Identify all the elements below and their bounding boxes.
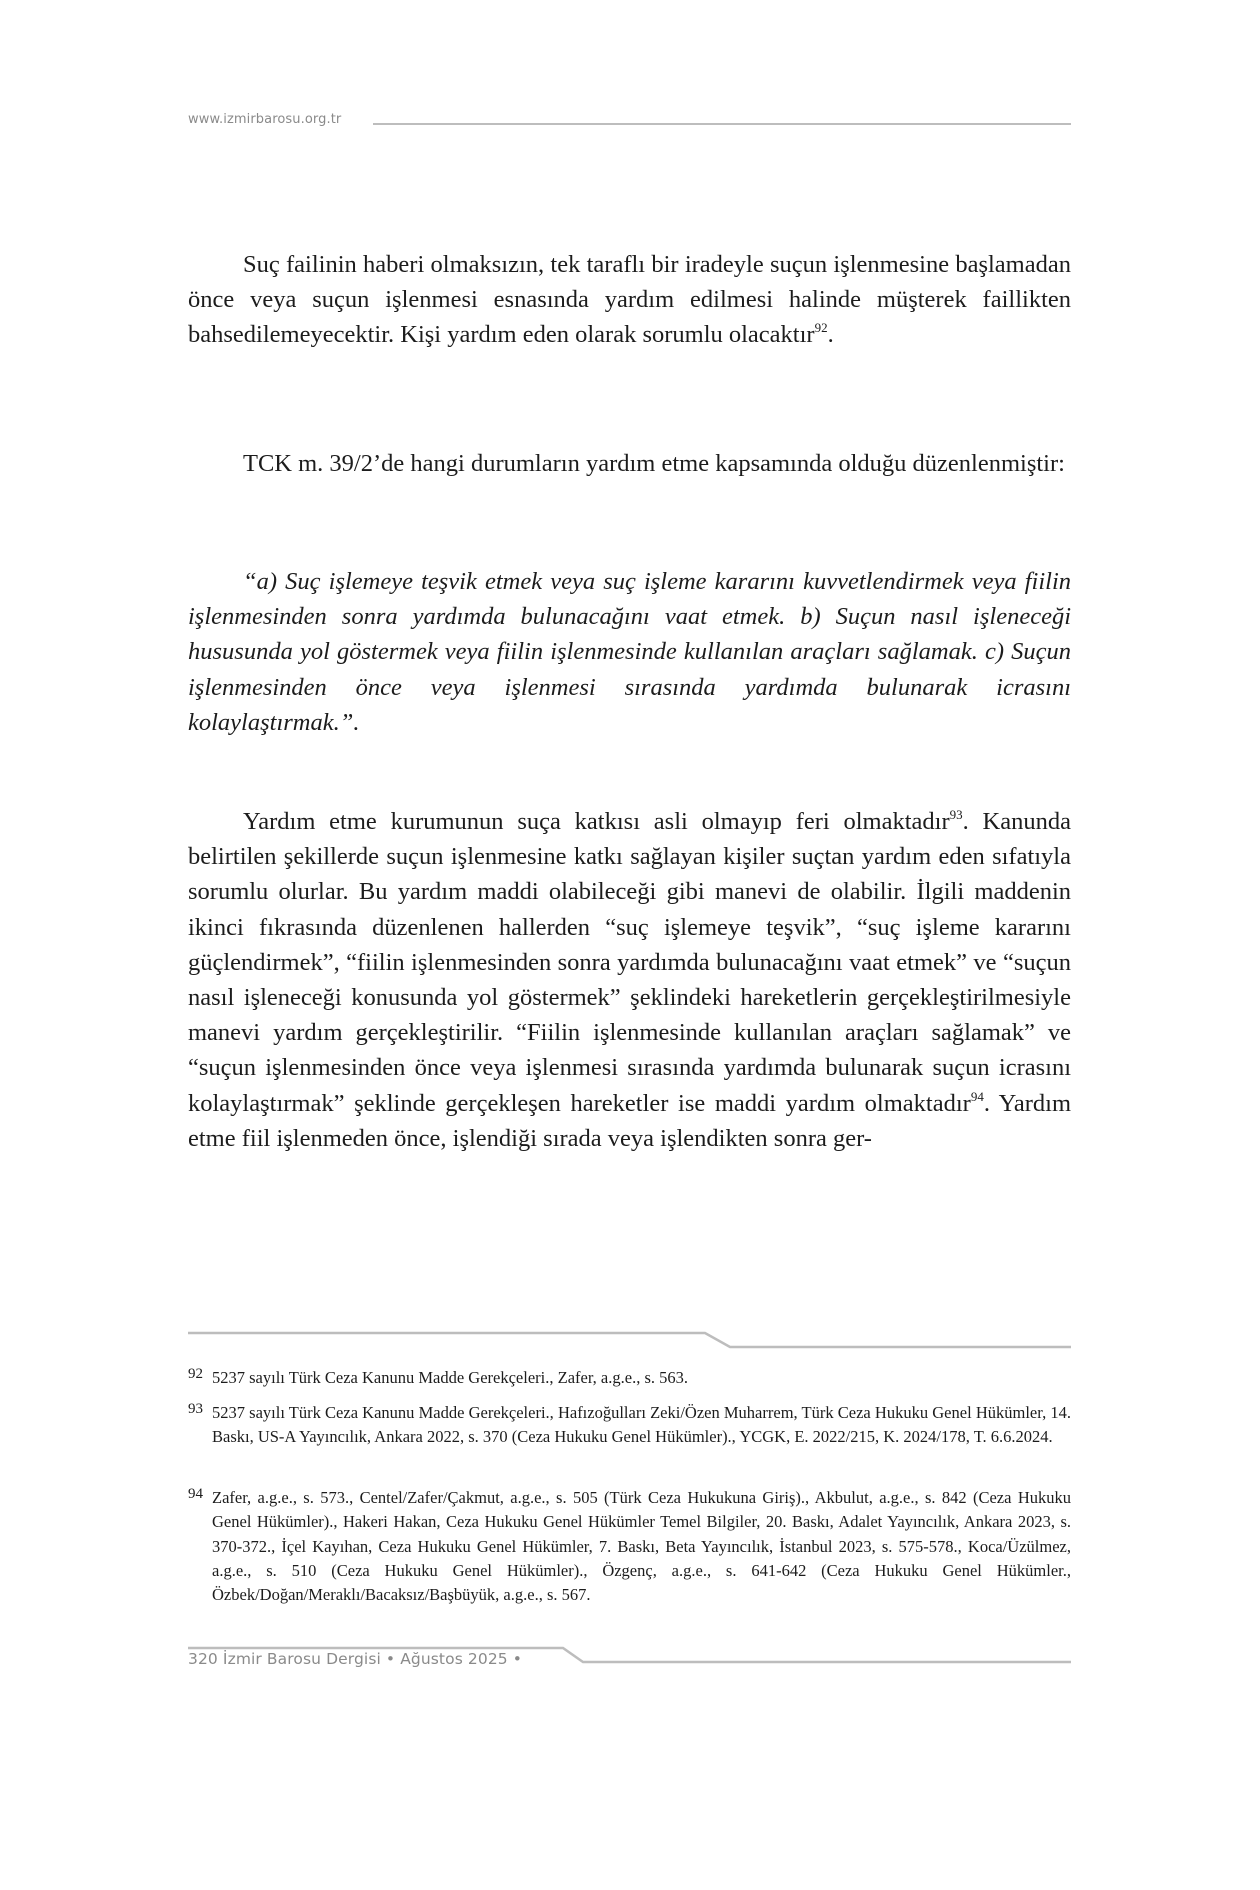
paragraph-text: . Kanunda belirtilen şekillerde suçun işlenmesine katkı sağlayan kişiler suçtan yardım eden sıfatıyla sorumlu olurlar. Bu yardım maddi olabileceği gibi manevi de olabilir. İlgili maddenin ikinci fıkrasında düzenlenen hallerden “suç işlemeye teşvik”, “suç işleme kararını güçlendirmek”, “fiilin işlenmesinden sonra yardımda bulunacağını vaat etmek” ve “suçun nasıl işleneceği konusunda yol göstermek” şeklindeki hareketlerin gerçekleştirilmesiyle manevi yardım gerçekleştirilir. “Fiilin işlenmesinde kullanılan araçları sağlamak” ve “suçun işlenmesinden önce veya işlenmesi sırasında yardımda bulunarak suçun icrasını kolaylaştırmak” şeklinde gerçekleşen hareketler ise maddi yardım olmaktadır [188,808,1072,1117]
footnote-separator [188,1325,1071,1355]
quote-paragraph [188,564,1071,740]
footnote-text: 5237 sayılı Türk Ceza Kanunu Madde Gerekçeleri., Hafızoğulları Zeki/Özen Muharrem, Türk Ceza Hukuku Genel Hükümler, 14. Baskı, US-A Yayıncılık, Ankara 2022, s. 370 (Ceza Hukuku Genel Hükümler)., YCGK, E. 2022/215, K. 2024/178, T. 6.6.2024. [212,1403,1071,1447]
footnote-93 [188,1401,1071,1450]
header-url: www.izmirbarosu.org.tr [188,112,342,127]
footnote-ref-94[interactable]: 94 [970,1088,984,1104]
footnote-number: 92 [188,1366,203,1382]
footnote-ref-93[interactable]: 93 [949,807,963,822]
paragraph-4 [188,804,1071,1156]
paragraph-text: TCK m. 39/2’de hangi durumların yardım etme kapsamında olduğu düzenlenmiştir: [243,450,1065,477]
footnote-number: 94 [188,1486,203,1502]
header-rule [373,123,1071,125]
footer-page-info: 320 İzmir Barosu Dergisi • Ağustos 2025 • [188,1650,523,1668]
footnote-number: 93 [188,1401,203,1417]
footnote-92 [188,1366,1071,1390]
paragraph-text: Yardım etme kurumunun suça katkısı asli olmayıp feri olmaktadır [243,808,950,835]
paragraph-text: . [827,321,834,349]
paragraph-text: Suç failinin haberi olmaksızın, tek taraflı bir iradeyle suçun işlenmesine başlamadan önce veya suçun işlenmesi esnasında yardım edilmesi halinde müşterek faillikten bahsedilemeyecektir. Kişi yardım eden olarak sorumlu olacaktır [188,251,1071,349]
footnote-text: 5237 sayılı Türk Ceza Kanunu Madde Gerekçeleri., Zafer, a.g.e., s. 563. [212,1368,688,1387]
footnote-text: Zafer, a.g.e., s. 573., Centel/Zafer/Çakmut, a.g.e., s. 505 (Türk Ceza Hukukuna Giriş)., Akbulut, a.g.e., s. 842 (Ceza Hukuku Genel Hükümler)., Hakeri Hakan, Ceza Hukuku Genel Hükümler Temel Bilgiler, 20. Baskı, Adalet Yayıncılık, Ankara 2023, s. 370-372., İçel Kayıhan, Ceza Hukuku Genel Hükümler, 7. Baskı, Beta Yayıncılık, İstanbul 2023, s. 575-578., Koca/Üzülmez, a.g.e., s. 510 (Ceza Hukuku Genel Hükümler)., Özgenç, a.g.e., s. 641-642 (Ceza Hukuku Genel Hükümler., Özbek/Doğan/Meraklı/Bacaksız/Başbüyük, a.g.e., s. 567. [212,1488,1071,1605]
quote-text: “a) Suç işlemeye teşvik etmek veya suç işleme kararını kuvvetlendirmek veya fiilin işlenmesinden sonra yardımda bulunacağını vaat etmek. b) Suçun nasıl işleneceği hususunda yol göstermek veya fiilin işlenmesinde kullanılan araçları sağlamak. c) Suçun işlenmesinden önce veya işlenmesi sırasında yardımda bulunarak icrasını kolaylaştırmak.”. [188,568,1071,736]
paragraph-2 [188,446,1071,481]
paragraph-1 [188,247,1071,353]
footnote-ref-92[interactable]: 92 [814,320,828,336]
footnote-94 [188,1486,1071,1607]
paragraph-text: . Yardım etme fiil işlenmeden önce, işlendiği sırada veya işlendikten sonra ger- [188,1089,1072,1152]
